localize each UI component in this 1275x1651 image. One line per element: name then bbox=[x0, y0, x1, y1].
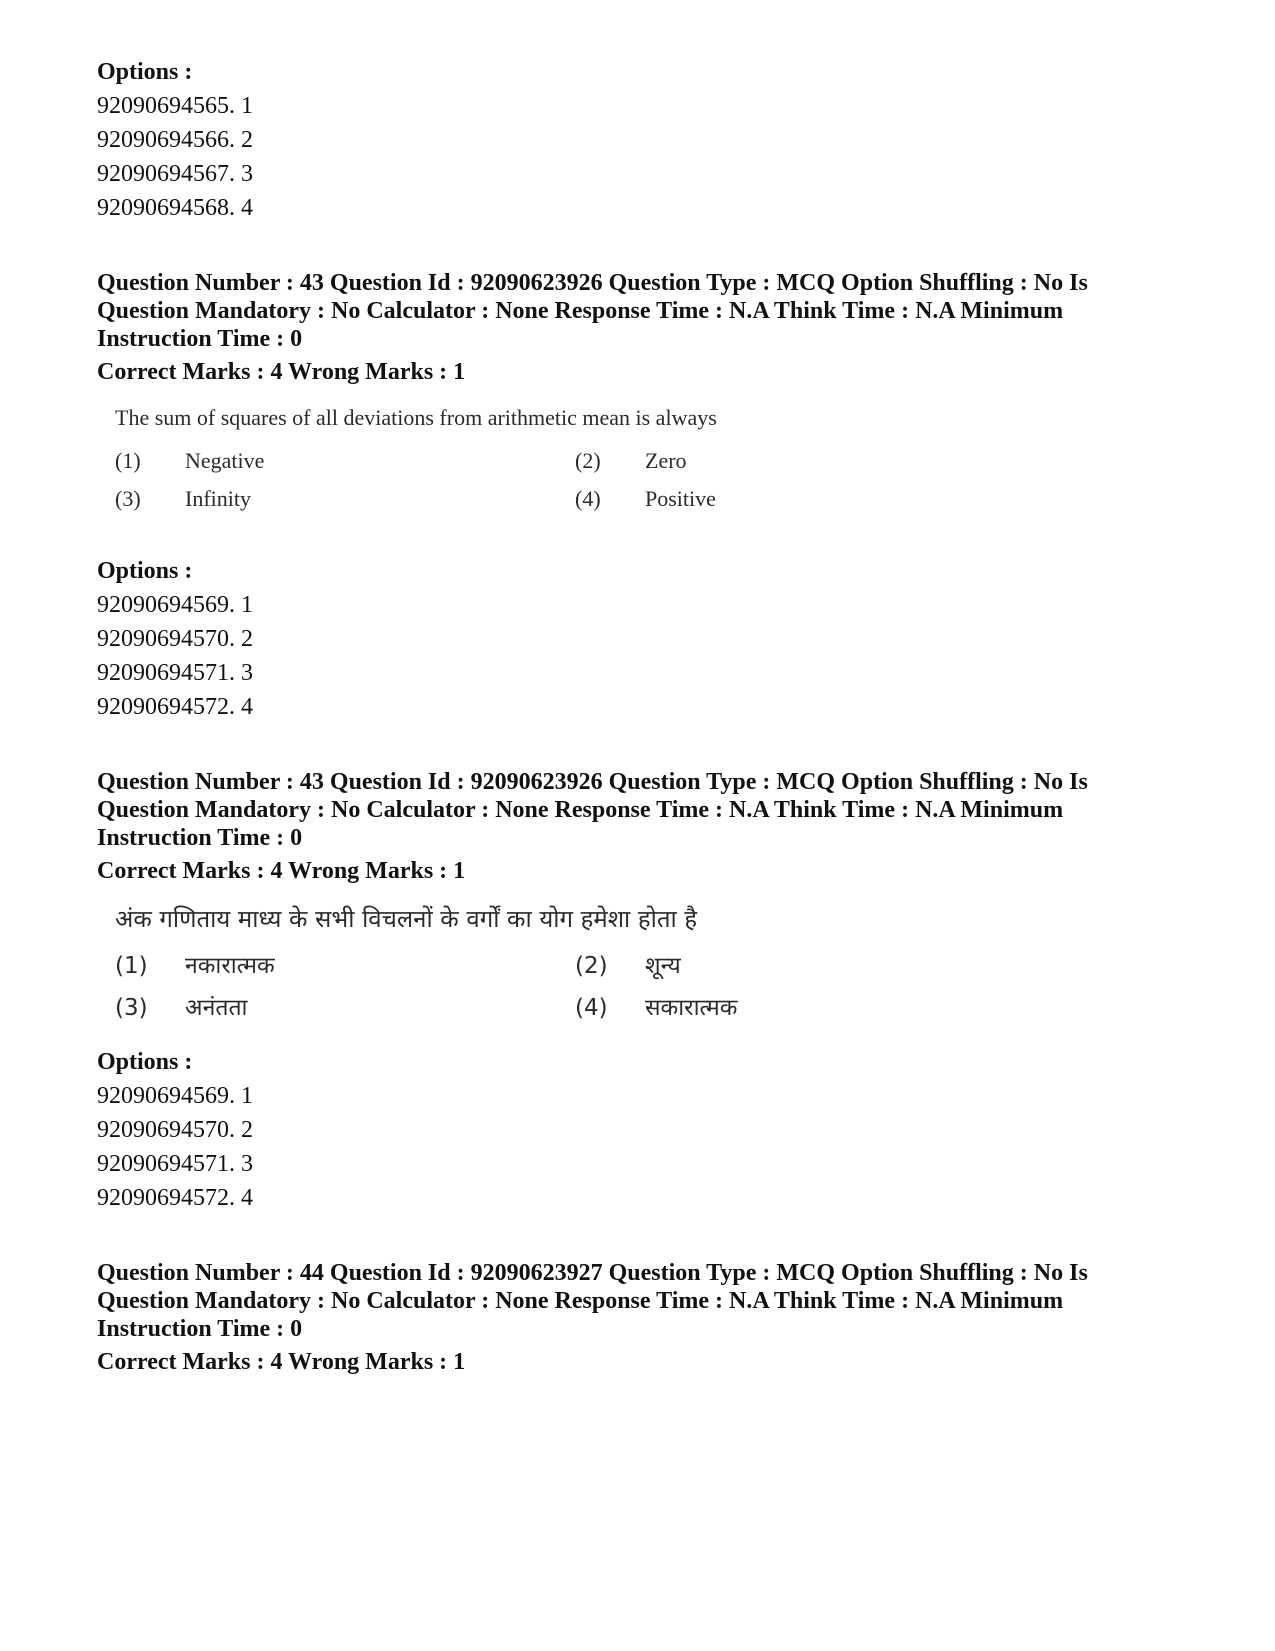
option-line: 92090694566. 2 bbox=[97, 127, 253, 153]
question-43-hindi bbox=[97, 768, 1197, 1215]
marks-line: Correct Marks : 4 Wrong Marks : 1 bbox=[97, 858, 466, 884]
choice-number: (4) bbox=[575, 486, 601, 511]
option-line: 92090694570. 2 bbox=[97, 1117, 253, 1143]
question-44 bbox=[97, 1259, 1197, 1379]
choice-2 bbox=[575, 445, 895, 477]
choice-text: Positive bbox=[645, 486, 716, 511]
choice-number: (1) bbox=[115, 448, 141, 473]
option-line: 92090694569. 1 bbox=[97, 592, 253, 618]
document-page bbox=[97, 56, 1197, 1379]
choice-1 bbox=[115, 948, 575, 984]
question-header: Question Number : 44 Question Id : 92090623927 Question Type : MCQ Option Shuffling : No Is Question Mandatory : No Calculator : None Response Time : N.A Think Time : N.A Minimum Instruction Time : 0 bbox=[97, 1260, 1088, 1342]
question-text: अंक गणिताय माध्य के सभी विचलनों के वर्गों का योग हमेशा होता है bbox=[115, 905, 698, 933]
options-section-previous bbox=[97, 56, 1197, 225]
question-body bbox=[97, 902, 1197, 1026]
choice-text: अनंतता bbox=[185, 995, 248, 1021]
option-line: 92090694569. 1 bbox=[97, 1083, 253, 1109]
question-text: The sum of squares of all deviations from arithmetic mean is always bbox=[115, 405, 717, 430]
question-header: Question Number : 43 Question Id : 92090623926 Question Type : MCQ Option Shuffling : No Is Question Mandatory : No Calculator : None Response Time : N.A Think Time : N.A Minimum Instruction Time : 0 bbox=[97, 270, 1088, 352]
choice-4 bbox=[575, 483, 895, 515]
choice-text: सकारात्मक bbox=[645, 995, 738, 1021]
option-line: 92090694571. 3 bbox=[97, 660, 253, 686]
option-line: 92090694568. 4 bbox=[97, 195, 253, 221]
answer-choices bbox=[115, 445, 1197, 515]
marks-line: Correct Marks : 4 Wrong Marks : 1 bbox=[97, 359, 466, 385]
choice-text: Zero bbox=[645, 448, 687, 473]
choice-text: Infinity bbox=[185, 486, 251, 511]
choice-3 bbox=[115, 483, 575, 515]
options-heading: Options : bbox=[97, 1049, 193, 1075]
question-header: Question Number : 43 Question Id : 92090623926 Question Type : MCQ Option Shuffling : No Is Question Mandatory : No Calculator : None Response Time : N.A Think Time : N.A Minimum Instruction Time : 0 bbox=[97, 769, 1088, 851]
question-body bbox=[97, 403, 1197, 515]
choice-3 bbox=[115, 990, 575, 1026]
option-line: 92090694567. 3 bbox=[97, 161, 253, 187]
choice-number: (2) bbox=[575, 448, 601, 473]
option-line: 92090694572. 4 bbox=[97, 694, 253, 720]
choice-number: (3) bbox=[115, 995, 148, 1021]
question-43-english bbox=[97, 269, 1197, 724]
answer-choices bbox=[115, 948, 1197, 1026]
choice-1 bbox=[115, 445, 575, 477]
choice-2 bbox=[575, 948, 895, 984]
choice-number: (4) bbox=[575, 995, 608, 1021]
option-line: 92090694571. 3 bbox=[97, 1151, 253, 1177]
choice-number: (2) bbox=[575, 953, 608, 979]
choice-number: (3) bbox=[115, 486, 141, 511]
option-line: 92090694570. 2 bbox=[97, 626, 253, 652]
choice-text: Negative bbox=[185, 448, 265, 473]
choice-text: नकारात्मक bbox=[185, 953, 275, 979]
options-heading: Options : bbox=[97, 558, 193, 584]
marks-line: Correct Marks : 4 Wrong Marks : 1 bbox=[97, 1349, 466, 1375]
choice-4 bbox=[575, 990, 895, 1026]
choice-text: शून्य bbox=[645, 953, 681, 979]
option-line: 92090694565. 1 bbox=[97, 93, 253, 119]
option-line: 92090694572. 4 bbox=[97, 1185, 253, 1211]
options-heading: Options : bbox=[97, 59, 193, 85]
choice-number: (1) bbox=[115, 953, 148, 979]
